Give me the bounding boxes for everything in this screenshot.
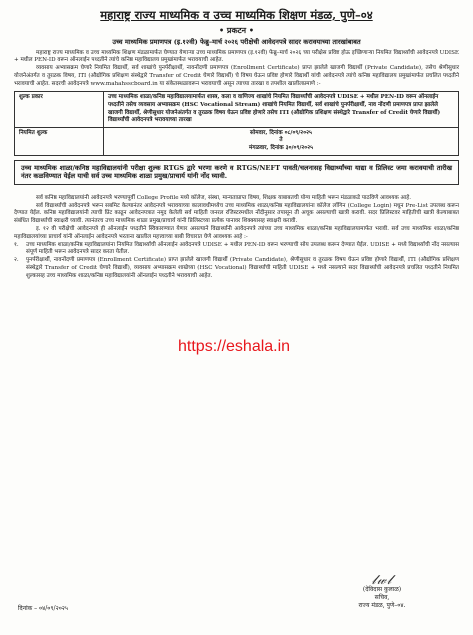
online-application-paragraph: इ. १२ वी परीक्षेची आवेदनपत्रे ही ऑनलाईन पध्दतीने स्विकारण्यात येणार असल्याने विद्यार्थ्यांनी आवेदनपत्रे त्यांच्या उच्च माध्यमिक शाळा/कनिष्ठ महाविद्यालयामार्फत भरावी. सर्व उच्च माध्यमिक शाळा/कनिष्ठ महाविद्यालयांच्या प्राचार्य यांनी ऑनलाईन आवेदनपत्रे भरताना खालील महत्त्वाच्या बाबी विचारात घेणे आवश्यक आहे :- (14, 226, 459, 240)
pre-list-paragraph: सर्व विद्यार्थ्यांची आवेदनपत्रे भरून सबमिट केल्यानंतर आवेदनपत्रे भरावयाच्या कालावधीमध्येच उच्च माध्यमिक शाळा/कनिष्ठ महाविद्यालयांना कॉलेज लॉगिन (College Login) मधून Pre-List उपलब्ध करून देण्यात येईल. कनिष्ठ महाविद्यालयांनी त्याची प्रिंट काढून आवेदनपत्रात नमूद केलेली सर्व माहिती जनरल रजिस्टरमधील नोंदीनुसार तपासून ती अचूक असल्याची खात्री करावी. सदर प्रिलिस्टवर माहितीची खात्री केल्याबाबत संबंधित विद्यार्थ्याची स्वाक्षरी घ्यावी. त्यानंतरच उच्च माध्यमिक शाळा प्रमुख/प्राचार्य यांनी प्रिलिस्टच्या प्रत्येक पानावर शिक्क्यासह स्वाक्षरी करावी. (14, 202, 459, 225)
rtgs-payment-notice: उच्च माध्यमिक शाळा/कनिष्ठ महाविद्यालयांनी परीक्षा शुल्क RTGS द्वारे भरणा करणे व RTGS/NEFT पावती/चलनासह विद्यार्थ्यांच्या याद्या व प्रिलिस्ट जमा करावयाची तारीख नंतर कळविण्यात येईल याची सर्व उच्च माध्यमिक शाळा प्रमुख/प्राचार्य यांनी नोंद घ्यावी. (14, 160, 459, 185)
point-number: १. (14, 241, 19, 248)
handwritten-signature: 𝓁𝓌𝓁 (371, 573, 393, 588)
website-watermark[interactable]: https://eshala.in (178, 338, 291, 355)
fee-type-description: उच्च माध्यमिक शाळा/कनिष्ठ महाविद्यालयामार्फत शास्त्र, कला व वाणिज्य शाखांचे नियमित विद्यार्थ्यांची आवेदनपत्रे UDISE + मधील PEN-ID वरून ऑनलाईन पध्दतीने तसेच व्यवसाय अभ्यासक्रम (HSC Vocational Stream) शाखांचे नियमित विद्यार्थी, सर्व शाखांचे पुनर्परीक्षार्थी, नाव नोंदणी प्रमाणपत्र प्राप्त झालेले खाजगी विद्यार्थी, श्रेणीसुधार योजनेअंतर्गत व तुरळक विषय घेऊन प्रविष्ट होणारे तसेच ITI (औद्योगिक प्रशिक्षण संस्थेद्वारे Transfer of Credit घेणारे विद्यार्थी) विद्यार्थ्यांची आवेदनपत्रे भरावयाच्या तारखा (104, 92, 459, 127)
fee-type-label: शुल्क प्रकार (15, 92, 104, 127)
fee-end-date: मंगळवार, दिनांक ३०/०९/२०२५ (248, 145, 314, 152)
fee-schedule-table (14, 91, 459, 155)
fee-start-date: सोमवार, दिनांक ०८/०९/२०२५ (250, 129, 312, 136)
regular-fee-label: नियमित शुल्क (15, 127, 104, 155)
signature-block (327, 573, 437, 610)
notice-date: दिनांक – ०४/०९/२०२५ (18, 605, 69, 612)
point-number: २. (14, 257, 19, 264)
point-2-text: पुनर्परीक्षार्थी, नावनोंदणी प्रमाणपत्र (Enrollment Certificate) प्राप्त झालेले खाजगी विद्यार्थी (Private Candidate), श्रेणीसुधार व तुरळक विषय घेऊन प्रविष्ट होणारे विद्यार्थी, ITI (औद्योगिक प्रशिक्षण संस्थेद्वारे Transfer of Credit घेणारे विद्यार्थी), व्यवसाय अभ्यासक्रम शाखेच्या (HSC Vocational) विद्यार्थ्यांची माहिती UDISE + मध्ये नसल्याने सदर विद्यार्थ्यांची आवेदनपत्रे प्रचलित पध्दतीने नियमित शुल्कासह उच्च माध्यमिक शाळा/कनिष्ठ महाविद्यालयांनी ऑनलाईन पध्दतीने भरावयाची आहेत. (26, 257, 459, 279)
list-item (14, 242, 459, 258)
table-row (15, 127, 459, 155)
notice-subject: उच्च माध्यमिक प्रमाणपत्र (इ.१२वी) फेब्रु–मार्च २०२६ परीक्षेची आवेदनपत्रे सादर करावयाच्या तारखांबाबत (112, 38, 361, 46)
regular-fee-dates (104, 127, 459, 155)
notice-label: • प्रकटन • (219, 25, 254, 35)
table-row (15, 92, 459, 127)
college-profile-paragraph: सर्व कनिष्ठ महाविद्यालयांनी आवेदनपत्रे भरण्यापूर्वी College Profile मध्ये कॉलेज, संस्था, मान्यताप्राप्त विषय, शिक्षक याबाबतची योग्य माहिती भरून मंडळाकडे पाठविणे आवश्यक आहे. (36, 194, 411, 201)
point-1-text: उच्च माध्यमिक शाळा/कनिष्ठ महाविद्यालयांना नियमित विद्यार्थ्यांची ऑनलाईन आवेदनपत्रे UDISE + मधील PEN-ID वरून भरण्याची सोय उपलब्ध करून देण्यात येईल. UDISE + मध्ये विद्यार्थ्यांची नोंद नसल्यास संपूर्ण माहिती भरून आवेदनपत्रे सादर करता येतील. (26, 241, 459, 256)
fee-date-separator: ते (279, 137, 283, 144)
intro-paragraph-1: महाराष्ट्र राज्य माध्यमिक व उच्च माध्यमिक शिक्षण मंडळामार्फत घेण्यात येणाऱ्या उच्च माध्यमिक प्रमाणपत्र (इ.१२वी) फेब्रु–मार्च २०२६ च्या परीक्षेस प्रविष्ट होऊ इच्छिणाऱ्या नियमित विद्यार्थ्यांची आवेदनपत्रे UDISE + मधील PEN-ID वरून ऑनलाईन पध्दतीने त्यांचे कनिष्ठ महाविद्यालय प्रमुखांमार्फत भरावयाची आहेत. (14, 49, 459, 64)
list-item (14, 257, 459, 280)
signer-name: (देविदास कुलाळ) (362, 586, 402, 593)
intro-paragraph-2: व्यवसाय अभ्यासक्रम घेणारे नियमित विद्यार्थी, सर्व शाखांचे पुनर्परीक्षार्थी, नावनोंदणी प्रमाणपत्र (Enrollment Certificate) प्राप्त झालेले खाजगी विद्यार्थी (Private Candidate), तसेच श्रेणीसुधार योजनेअंतर्गत व तुरळक विषय, ITI (औद्योगिक प्रशिक्षण संस्थेद्वारे Transfer of Credit घेणारे विद्यार्थी) चे विषय घेऊन प्रविष्ट होणारे विद्यार्थी यांची आवेदनपत्रे त्यांचे कनिष्ठ महाविद्यालय प्रमुखांमार्फत प्रचलित पध्दतीने भरावयाची आहेत. सदरची आवेदनपत्रे www.mahahsscboard.in या संकेतस्थळावरून भरावयाची असून त्याच्या तारखा व तपशील खालीलप्रमाणे :- (14, 65, 459, 87)
signer-office: राज्य मंडळ, पुणे–०४. (358, 602, 406, 609)
signer-title: सचिव, (374, 594, 390, 601)
board-title: महाराष्ट्र राज्य माध्यमिक व उच्च माध्यमिक शिक्षण मंडळ, पुणे–०४ (100, 8, 373, 22)
